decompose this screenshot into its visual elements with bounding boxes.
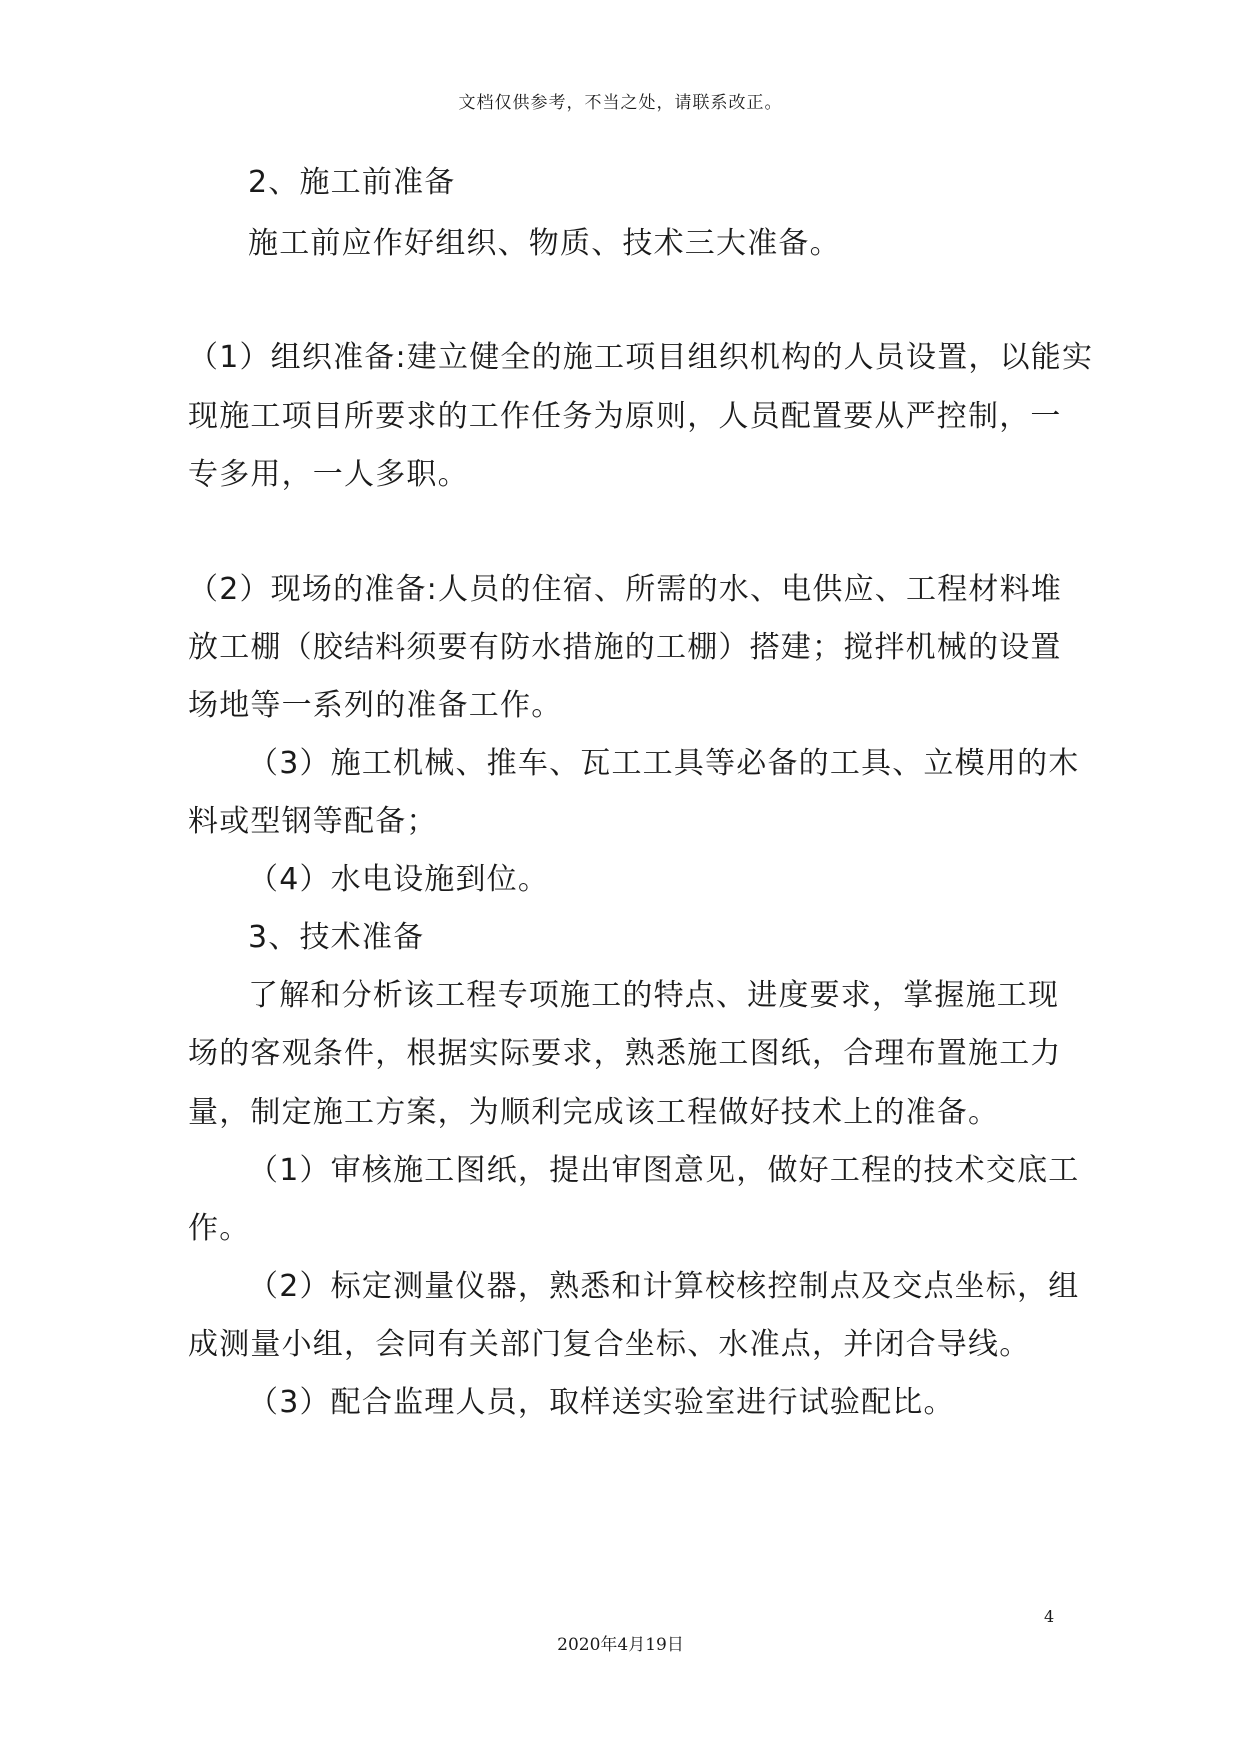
header-note: 文档仅供参考，不当之处，请联系改正。	[458, 93, 783, 113]
paragraph-line: （2）现场的准备:人员的住宿、所需的水、电供应、工程材料堆	[188, 572, 1062, 607]
paragraph-line: 作。	[188, 1211, 251, 1246]
paragraph-line: 量，制定施工方案，为顺利完成该工程做好技术上的准备。	[188, 1095, 1000, 1130]
paragraph-line: （1）组织准备:建立健全的施工项目组织机构的人员设置，以能实	[188, 340, 1094, 375]
paragraph-line: 料或型钢等配备；	[188, 804, 438, 839]
paragraph-line: 施工前应作好组织、物质、技术三大准备。	[248, 226, 841, 261]
paragraph-line: 场的客观条件，根据实际要求，熟悉施工图纸，合理布置施工力	[188, 1036, 1062, 1071]
paragraph-line: （4）水电设施到位。	[248, 862, 550, 897]
page-number: 4	[1044, 1607, 1055, 1626]
paragraph-line: 放工棚（胶结料须要有防水措施的工棚）搭建；搅拌机械的设置	[188, 630, 1062, 665]
section-heading-construction-prep: 2、施工前准备	[248, 165, 456, 200]
paragraph-line: （3）施工机械、推车、瓦工工具等必备的工具、立模用的木	[248, 746, 1080, 781]
paragraph-line: 现施工项目所要求的工作任务为原则，人员配置要从严控制，一	[188, 399, 1062, 434]
paragraph-line: 场地等一系列的准备工作。	[188, 688, 563, 723]
paragraph-line: 了解和分析该工程专项施工的特点、进度要求，掌握施工现	[248, 978, 1060, 1013]
paragraph-line: （2）标定测量仪器，熟悉和计算校核控制点及交点坐标，组	[248, 1269, 1080, 1304]
section-heading-technical-prep: 3、技术准备	[248, 920, 425, 955]
paragraph-line: 专多用，一人多职。	[188, 457, 469, 492]
paragraph-line: （1）审核施工图纸，提出审图意见，做好工程的技术交底工	[248, 1153, 1080, 1188]
footer-date: 2020年4月19日	[557, 1635, 684, 1655]
paragraph-line: （3）配合监理人员，取样送实验室进行试验配比。	[248, 1385, 955, 1420]
paragraph-line: 成测量小组，会同有关部门复合坐标、水准点，并闭合导线。	[188, 1327, 1031, 1362]
